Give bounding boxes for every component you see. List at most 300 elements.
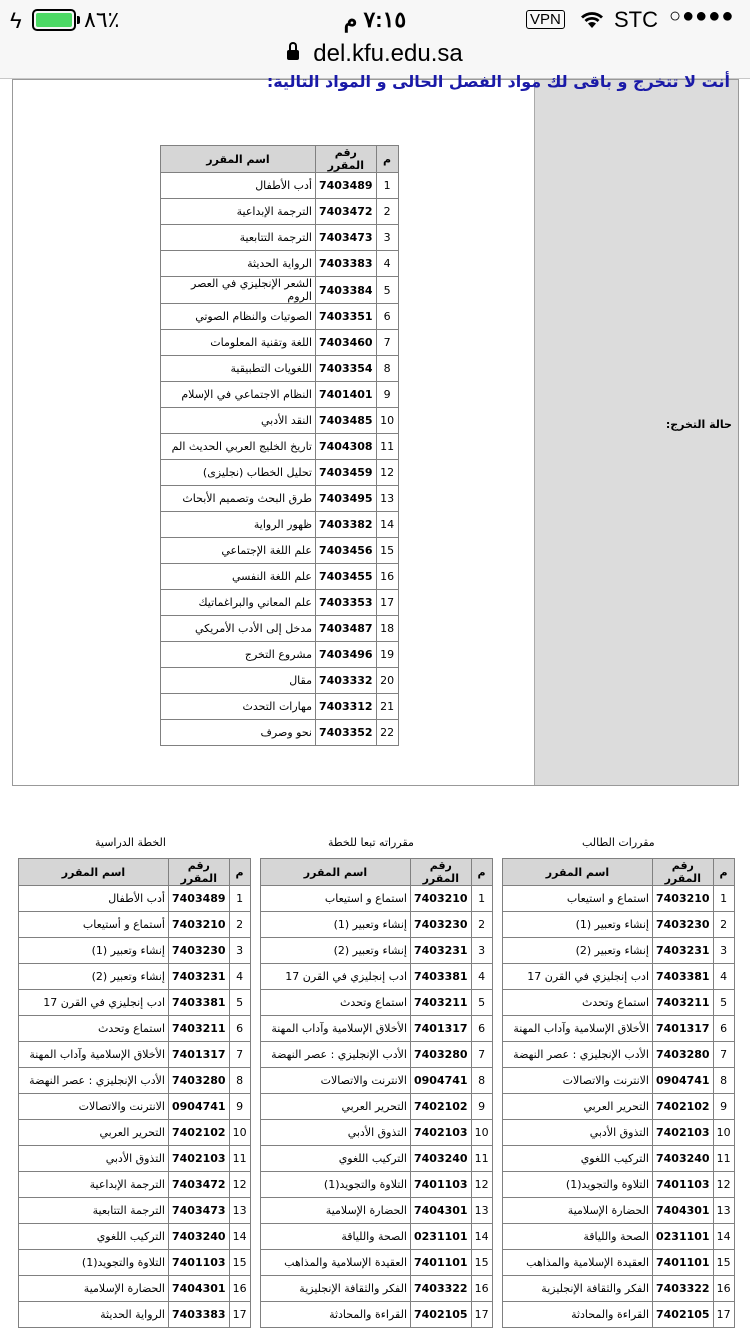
cell-name: الانترنت والاتصالات (503, 1068, 653, 1094)
cell-code: 7403312 (316, 694, 377, 720)
remaining-courses-table (160, 145, 399, 746)
table-row (19, 1146, 251, 1172)
cell-code: 7403322 (653, 1276, 714, 1302)
cell-code: 7401317 (653, 1016, 714, 1042)
cell-num: 14 (376, 512, 398, 538)
table-row (19, 1224, 251, 1250)
cell-num: 1 (713, 886, 734, 912)
cell-num: 6 (471, 1016, 492, 1042)
graduation-message: أنت لا تتخرج و باقى لك مواد الفصل الحالى و المواد التالية: (266, 72, 730, 91)
table-row (503, 1068, 735, 1094)
table-row (161, 512, 399, 538)
cell-name: ادب إنجليزي في القرن 17 (19, 990, 169, 1016)
cell-num: 17 (229, 1302, 250, 1328)
charging-icon: ϟ (10, 8, 22, 33)
cell-code: 7403322 (411, 1276, 472, 1302)
table-row (503, 1302, 735, 1328)
table-row (19, 912, 251, 938)
cell-num: 3 (713, 938, 734, 964)
cell-num: 4 (471, 964, 492, 990)
cell-code: 7403352 (316, 720, 377, 746)
cell-name: التذوق الأدبي (19, 1146, 169, 1172)
table-row (161, 382, 399, 408)
cell-num: 10 (713, 1120, 734, 1146)
cell-name: الرواية الحديثة (19, 1302, 169, 1328)
cell-num: 3 (471, 938, 492, 964)
cell-name: استماع وتحدث (19, 1016, 169, 1042)
cell-num: 16 (471, 1276, 492, 1302)
table-row (161, 694, 399, 720)
cell-name: التحرير العربي (261, 1094, 411, 1120)
cell-code: 7402105 (653, 1302, 714, 1328)
cell-num: 12 (471, 1172, 492, 1198)
cell-num: 10 (229, 1120, 250, 1146)
table-row (503, 1198, 735, 1224)
cell-code: 7403381 (169, 990, 230, 1016)
cell-name: إنشاء وتعبير (2) (261, 938, 411, 964)
cell-num: 7 (229, 1042, 250, 1068)
cell-name: التذوق الأدبي (261, 1120, 411, 1146)
table-row (261, 938, 493, 964)
cell-num: 13 (713, 1198, 734, 1224)
cell-num: 1 (376, 173, 398, 199)
table-row (161, 251, 399, 277)
cell-num: 2 (713, 912, 734, 938)
cell-code: 7403231 (411, 938, 472, 964)
cell-name: التركيب اللغوي (19, 1224, 169, 1250)
header-code: رقم المقرر (653, 859, 714, 886)
cell-num: 21 (376, 694, 398, 720)
cell-num: 2 (471, 912, 492, 938)
table-row (19, 1172, 251, 1198)
cell-code: 7403473 (316, 225, 377, 251)
cell-num: 20 (376, 668, 398, 694)
cell-num: 15 (713, 1250, 734, 1276)
table-row (261, 1042, 493, 1068)
plan-courses-table (260, 858, 493, 1328)
table-row (261, 990, 493, 1016)
table-row (19, 990, 251, 1016)
table-row (161, 642, 399, 668)
cell-name: الانترنت والاتصالات (19, 1094, 169, 1120)
cell-name: الحضارة الإسلامية (261, 1198, 411, 1224)
graduation-status-label: حالة التخرج: (665, 418, 732, 431)
table-row (261, 1276, 493, 1302)
cell-name: استماع وتحدث (503, 990, 653, 1016)
table-row (161, 173, 399, 199)
cell-num: 15 (471, 1250, 492, 1276)
table-row (261, 1146, 493, 1172)
table-row (261, 1120, 493, 1146)
cell-num: 16 (376, 564, 398, 590)
cell-num: 4 (229, 964, 250, 990)
header-code: رقم المقرر (411, 859, 472, 886)
cell-num: 4 (376, 251, 398, 277)
cell-num: 13 (471, 1198, 492, 1224)
header-code: رقم المقرر (316, 146, 377, 173)
cell-code: 7403210 (411, 886, 472, 912)
cell-num: 17 (713, 1302, 734, 1328)
cell-code: 7403381 (653, 964, 714, 990)
table-row (261, 1016, 493, 1042)
table-row (503, 1016, 735, 1042)
table-row (503, 1276, 735, 1302)
table-row (19, 938, 251, 964)
table-row (161, 486, 399, 512)
table-row (19, 1198, 251, 1224)
cell-name: الفكر والثقافة الإنجليزية (261, 1276, 411, 1302)
table-row (261, 1068, 493, 1094)
cell-name: إنشاء وتعبير (2) (503, 938, 653, 964)
cell-code: 7403384 (316, 277, 377, 304)
cell-num: 2 (229, 912, 250, 938)
cell-name: علم اللغة الإجتماعي (161, 538, 316, 564)
cell-num: 10 (471, 1120, 492, 1146)
cell-name: اللغة وتقنية المعلومات (161, 330, 316, 356)
cell-code: 7403383 (316, 251, 377, 277)
table-row (503, 990, 735, 1016)
table-row (161, 199, 399, 225)
cell-num: 8 (376, 356, 398, 382)
cell-name: النقد الأدبي (161, 408, 316, 434)
table-row (261, 1302, 493, 1328)
table-row (19, 1250, 251, 1276)
cell-code: 7402103 (169, 1146, 230, 1172)
cell-num: 12 (713, 1172, 734, 1198)
table-row (503, 1120, 735, 1146)
vpn-badge: VPN (526, 10, 565, 29)
cell-code: 7402102 (411, 1094, 472, 1120)
cell-name: القراءة والمحادثة (261, 1302, 411, 1328)
cell-code: 7403381 (411, 964, 472, 990)
cell-code: 7401317 (169, 1042, 230, 1068)
header-num: م (376, 146, 398, 173)
cell-num: 19 (376, 642, 398, 668)
cell-name: العقيدة الإسلامية والمذاهب (503, 1250, 653, 1276)
cell-name: ادب إنجليزي في القرن 17 (503, 964, 653, 990)
table-row (161, 668, 399, 694)
cell-code: 7401103 (653, 1172, 714, 1198)
cell-code: 7404301 (653, 1198, 714, 1224)
table-row (161, 590, 399, 616)
cell-code: 7403489 (169, 886, 230, 912)
cell-num: 9 (471, 1094, 492, 1120)
cell-code: 7403456 (316, 538, 377, 564)
address-bar[interactable] (0, 40, 750, 74)
cell-name: علم المعاني والبراغماتيك (161, 590, 316, 616)
cell-num: 13 (229, 1198, 250, 1224)
table-row (503, 1250, 735, 1276)
cell-name: مهارات التحدث (161, 694, 316, 720)
cell-name: الأدب الإنجليزي : عصر النهضة (503, 1042, 653, 1068)
table-row (503, 938, 735, 964)
cell-name: إنشاء وتعبير (2) (19, 964, 169, 990)
student-courses-body (503, 886, 735, 1328)
cell-num: 6 (713, 1016, 734, 1042)
cell-code: 7403353 (316, 590, 377, 616)
table-row (161, 330, 399, 356)
table-row (161, 356, 399, 382)
cell-code: 7402102 (169, 1120, 230, 1146)
cell-code: 7403332 (316, 668, 377, 694)
table-row (19, 1068, 251, 1094)
cell-code: 7401103 (411, 1172, 472, 1198)
cell-name: أدب الأطفال (161, 173, 316, 199)
cell-name: الترجمة التتابعية (19, 1198, 169, 1224)
study-plan-body (19, 886, 251, 1328)
cell-code: 7403230 (653, 912, 714, 938)
url-text: del.kfu.edu.sa (313, 40, 463, 67)
table-row (503, 1042, 735, 1068)
cell-code: 7403354 (316, 356, 377, 382)
cell-name: التحرير العربي (503, 1094, 653, 1120)
cell-num: 8 (471, 1068, 492, 1094)
cell-num: 5 (471, 990, 492, 1016)
wifi-icon (580, 8, 604, 30)
table-row (161, 616, 399, 642)
cell-num: 7 (376, 330, 398, 356)
cell-name: الأدب الإنجليزي : عصر النهضة (19, 1068, 169, 1094)
cell-name: العقيدة الإسلامية والمذاهب (261, 1250, 411, 1276)
header-num: م (471, 859, 492, 886)
table-row (503, 886, 735, 912)
cell-name: القراءة والمحادثة (503, 1302, 653, 1328)
table-row (19, 1302, 251, 1328)
cell-name: إنشاء وتعبير (1) (503, 912, 653, 938)
cell-name: التلاوة والتجويد(1) (261, 1172, 411, 1198)
graduation-label-cell (534, 80, 738, 785)
table-row (503, 912, 735, 938)
remaining-courses-body (161, 173, 399, 746)
cell-name: الصحة واللياقة (261, 1224, 411, 1250)
clock: ٧:١٥ م (343, 7, 407, 32)
cell-code: 7403210 (653, 886, 714, 912)
cell-name: التلاوة والتجويد(1) (19, 1250, 169, 1276)
cell-name: التركيب اللغوي (503, 1146, 653, 1172)
table-header-row (261, 859, 493, 886)
table-row (161, 564, 399, 590)
table-row (261, 1198, 493, 1224)
cell-name: تحليل الخطاب (نجليزى) (161, 460, 316, 486)
cell-num: 10 (376, 408, 398, 434)
cell-code: 7403231 (653, 938, 714, 964)
cell-code: 0904741 (653, 1068, 714, 1094)
cell-num: 5 (713, 990, 734, 1016)
cell-name: نحو وصرف (161, 720, 316, 746)
cell-name: إنشاء وتعبير (1) (261, 912, 411, 938)
header-code: رقم المقرر (169, 859, 230, 886)
table-row (19, 1276, 251, 1302)
header-name: اسم المقرر (19, 859, 169, 886)
cell-name: التركيب اللغوي (261, 1146, 411, 1172)
table-row (19, 1016, 251, 1042)
cell-name: التحرير العربي (19, 1120, 169, 1146)
status-bar (0, 0, 750, 40)
table-row (19, 964, 251, 990)
cell-name: استماع و استيعاب (261, 886, 411, 912)
cell-code: 7403231 (169, 964, 230, 990)
table-row (161, 460, 399, 486)
cell-code: 7401401 (316, 382, 377, 408)
cell-num: 8 (229, 1068, 250, 1094)
cell-code: 7403211 (169, 1016, 230, 1042)
cell-name: الترجمة الإبداعية (19, 1172, 169, 1198)
student-courses-title: مقررات الطالب (582, 836, 655, 849)
cell-name: مشروع التخرج (161, 642, 316, 668)
cell-name: استماع وتحدث (261, 990, 411, 1016)
cell-num: 9 (713, 1094, 734, 1120)
cell-num: 9 (376, 382, 398, 408)
cell-code: 7403280 (169, 1068, 230, 1094)
cell-num: 9 (229, 1094, 250, 1120)
cell-code: 7403240 (169, 1224, 230, 1250)
cell-code: 7403230 (169, 938, 230, 964)
cell-code: 7403383 (169, 1302, 230, 1328)
cell-num: 14 (713, 1224, 734, 1250)
table-row (161, 434, 399, 460)
cell-name: الفكر والثقافة الإنجليزية (503, 1276, 653, 1302)
cell-name: الأخلاق الإسلامية وآداب المهنة (503, 1016, 653, 1042)
cell-code: 7404301 (169, 1276, 230, 1302)
cell-num: 4 (713, 964, 734, 990)
cell-num: 22 (376, 720, 398, 746)
cell-name: اللغويات التطبيقية (161, 356, 316, 382)
table-row (161, 304, 399, 330)
table-row (161, 538, 399, 564)
table-row (261, 964, 493, 990)
study-plan-title: الخطة الدراسية (95, 836, 166, 849)
table-row (19, 1042, 251, 1068)
cell-code: 7403496 (316, 642, 377, 668)
cell-num: 15 (229, 1250, 250, 1276)
cell-num: 7 (471, 1042, 492, 1068)
cell-num: 11 (229, 1146, 250, 1172)
cell-num: 11 (376, 434, 398, 460)
cell-num: 3 (376, 225, 398, 251)
cell-num: 3 (229, 938, 250, 964)
table-row (161, 277, 399, 304)
cell-code: 7403211 (653, 990, 714, 1016)
header-num: م (713, 859, 734, 886)
cell-num: 7 (713, 1042, 734, 1068)
cell-code: 7403240 (653, 1146, 714, 1172)
cell-code: 7401317 (411, 1016, 472, 1042)
cell-code: 7404308 (316, 434, 377, 460)
table-row (161, 720, 399, 746)
cell-name: تاريخ الخليج العربي الحديث الم (161, 434, 316, 460)
student-courses-table (502, 858, 735, 1328)
cell-name: الصوتيات والنظام الصوتي (161, 304, 316, 330)
header-num: م (229, 859, 250, 886)
cell-code: 7403230 (411, 912, 472, 938)
cell-name: مدخل إلى الأدب الأمريكي (161, 616, 316, 642)
cell-code: 7403455 (316, 564, 377, 590)
cell-name: أدب الأطفال (19, 886, 169, 912)
cell-code: 7403487 (316, 616, 377, 642)
table-row (261, 1250, 493, 1276)
cell-name: الحضارة الإسلامية (19, 1276, 169, 1302)
cell-code: 7402105 (411, 1302, 472, 1328)
cell-name: التذوق الأدبي (503, 1120, 653, 1146)
table-row (503, 1146, 735, 1172)
table-row (19, 1120, 251, 1146)
signal-strength-icon: ○●●●● (669, 5, 735, 27)
cell-name: طرق البحث وتصميم الأبحاث (161, 486, 316, 512)
study-plan-table (18, 858, 251, 1328)
cell-code: 0904741 (411, 1068, 472, 1094)
cell-code: 7403280 (653, 1042, 714, 1068)
header-name: اسم المقرر (261, 859, 411, 886)
cell-num: 1 (471, 886, 492, 912)
cell-code: 7401101 (653, 1250, 714, 1276)
cell-name: الأدب الإنجليزي : عصر النهضة (261, 1042, 411, 1068)
table-row (503, 1172, 735, 1198)
cell-num: 15 (376, 538, 398, 564)
lock-icon (287, 50, 299, 60)
cell-name: الترجمة الإبداعية (161, 199, 316, 225)
cell-name: ادب إنجليزي في القرن 17 (261, 964, 411, 990)
table-header-row (503, 859, 735, 886)
cell-code: 7403459 (316, 460, 377, 486)
cell-num: 16 (713, 1276, 734, 1302)
cell-num: 5 (229, 990, 250, 1016)
cell-code: 7403351 (316, 304, 377, 330)
cell-code: 7401101 (411, 1250, 472, 1276)
cell-code: 7403489 (316, 173, 377, 199)
table-row (161, 408, 399, 434)
cell-code: 0904741 (169, 1094, 230, 1120)
cell-code: 7403211 (411, 990, 472, 1016)
cell-num: 14 (471, 1224, 492, 1250)
cell-code: 0231101 (653, 1224, 714, 1250)
cell-name: علم اللغة النفسي (161, 564, 316, 590)
cell-name: الصحة واللياقة (503, 1224, 653, 1250)
table-row (19, 1094, 251, 1120)
cell-code: 7403472 (169, 1172, 230, 1198)
cell-num: 6 (376, 304, 398, 330)
table-row (261, 912, 493, 938)
cell-name: الترجمة التتابعية (161, 225, 316, 251)
remaining-courses-table-wrap (160, 145, 399, 746)
plan-courses-title: مقرراته تبعا للخطة (328, 836, 414, 849)
table-row (503, 964, 735, 990)
browser-chrome (0, 0, 750, 79)
cell-code: 7403460 (316, 330, 377, 356)
cell-num: 1 (229, 886, 250, 912)
cell-name: ظهور الرواية (161, 512, 316, 538)
cell-code: 7404301 (411, 1198, 472, 1224)
battery-percent: ٨٦٪ (84, 7, 120, 32)
cell-code: 7403485 (316, 408, 377, 434)
cell-num: 13 (376, 486, 398, 512)
cell-code: 7403240 (411, 1146, 472, 1172)
cell-code: 7403473 (169, 1198, 230, 1224)
cell-name: التلاوة والتجويد(1) (503, 1172, 653, 1198)
cell-num: 17 (471, 1302, 492, 1328)
header-name: اسم المقرر (503, 859, 653, 886)
cell-num: 18 (376, 616, 398, 642)
table-row (503, 1224, 735, 1250)
table-row (261, 1172, 493, 1198)
table-row (19, 886, 251, 912)
table-row (161, 225, 399, 251)
cell-code: 7403280 (411, 1042, 472, 1068)
cell-name: الأخلاق الإسلامية وآداب المهنة (19, 1042, 169, 1068)
cell-num: 11 (471, 1146, 492, 1172)
cell-code: 7402103 (653, 1120, 714, 1146)
cell-name: الحضارة الإسلامية (503, 1198, 653, 1224)
table-row (261, 1224, 493, 1250)
